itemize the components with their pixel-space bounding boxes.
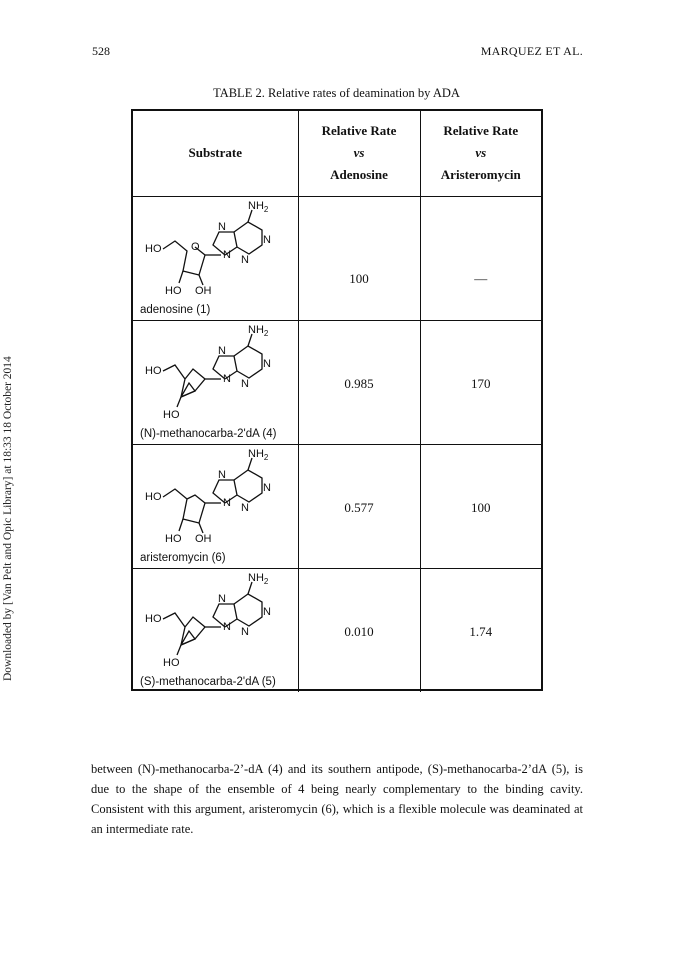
download-watermark: Downloaded by [Van Pelt and Opic Library] at 18:33 18 October 2014 [2,356,14,681]
body-paragraph [91,759,583,839]
table-row [133,320,541,444]
n9-label: N [223,372,231,385]
n9-label: N [223,620,231,633]
n3-label: N [241,625,249,638]
pyrimidine-ring-bond [234,222,262,254]
header-rate-vs-aristeromycin: Relative Rate vs Aristeromycin [420,111,541,196]
nh2-label: $NH_2$ [248,571,269,586]
table-caption: TABLE 2. Relative rates of deamination by ADA [213,86,460,100]
rate-vs-adenosine-cell: 0.577 [298,444,420,568]
rate-vs-aristeromycin-cell: 170 [420,320,541,444]
n9-label: N [223,496,231,509]
substrate-name: (N)-methanocarba-2'dA (4) [140,427,277,440]
n7-label: N [218,220,226,233]
n-methanocarba-structure-drawing [133,321,297,445]
hydroxyl-bond [199,523,203,533]
ho-label-5prime: HO [145,242,162,255]
structure-cell [133,320,298,444]
n7-label: N [218,468,226,481]
nh2-label: $NH_2$ [248,323,269,338]
ho-label-3prime: HO [165,284,182,297]
hydroxyl-bond [199,275,203,285]
hydroxyl-bond [177,397,181,407]
table-row [133,444,541,568]
rate-vs-adenosine-cell: 0.010 [298,568,420,692]
rate-vs-aristeromycin-cell: — [420,196,541,320]
s-methanocarba-structure-drawing [133,569,297,693]
n1-label: N [263,233,271,246]
adenosine-structure-drawing [133,197,297,321]
table-row [133,196,541,320]
substrate-name: adenosine (1) [140,303,211,316]
running-head: MARQUEZ ET AL. [480,44,583,58]
header-substrate: Substrate [133,111,298,196]
deamination-table [131,109,543,691]
structure-cell [133,196,298,320]
n1-label: N [263,605,271,618]
n7-label: N [218,592,226,605]
substrate-name: aristeromycin (6) [140,551,226,564]
n3-label: N [241,253,249,266]
rate-vs-adenosine-cell: 100 [298,196,420,320]
rate-vs-adenosine-cell: 0.985 [298,320,420,444]
ho-label-3prime: HO [163,408,180,421]
nh2-subscript: 2 [263,576,269,586]
nh2-label: $NH_2$ [248,447,269,462]
n7-label: N [218,344,226,357]
n1-label: N [263,481,271,494]
ho-label: HO [145,490,162,503]
substrate-name: (S)-methanocarba-2'dA (5) [140,676,276,688]
hydroxyl-bond [177,645,181,655]
structure-cell [133,568,298,692]
n3-label: N [241,377,249,390]
cyclopentane-bond [163,489,205,523]
ho-label: HO [145,612,162,625]
nh2-subscript: 2 [263,328,269,338]
hydroxyl-bond [179,519,183,531]
n3-label: N [241,501,249,514]
nh2-label: $NH_2$ [248,199,269,214]
oh-label-2prime: OH [195,284,212,297]
rate-vs-aristeromycin-cell: 1.74 [420,568,541,692]
hydroxyl-bond [179,271,183,283]
n1-label: N [263,357,271,370]
aristeromycin-structure-drawing [133,445,297,569]
table-row [133,568,541,692]
structure-cell [133,444,298,568]
page-number: 528 [92,44,110,58]
oh-label-2prime: OH [195,532,212,545]
ho-label: HO [145,364,162,377]
rate-vs-aristeromycin-cell: 100 [420,444,541,568]
pyrimidine-ring-bond [234,594,262,626]
pyrimidine-ring-bond [234,470,262,502]
nh2-subscript: 2 [263,452,269,462]
table-header-row [133,111,541,196]
pyrimidine-ring-bond [234,346,262,378]
header-rate-vs-adenosine: Relative Rate vs Adenosine [298,111,420,196]
ho-label-3prime: HO [165,532,182,545]
n9-label: N [223,248,231,261]
paragraph-text: between (N)-methanocarba-2’-dA (4) and its southern antipode, (S)-methanocarba-2’dA (5), is due to the shape of the ensemble of 4 being nearly complementary to the binding cavity. Consistent with this argument, aristeromycin (6), which is a flexible molecule was deaminated at an intermediate rate. [91,762,583,836]
ho-label-3prime: HO [163,656,180,669]
nh2-subscript: 2 [263,204,269,214]
ring-oxygen-label: O [191,240,200,253]
